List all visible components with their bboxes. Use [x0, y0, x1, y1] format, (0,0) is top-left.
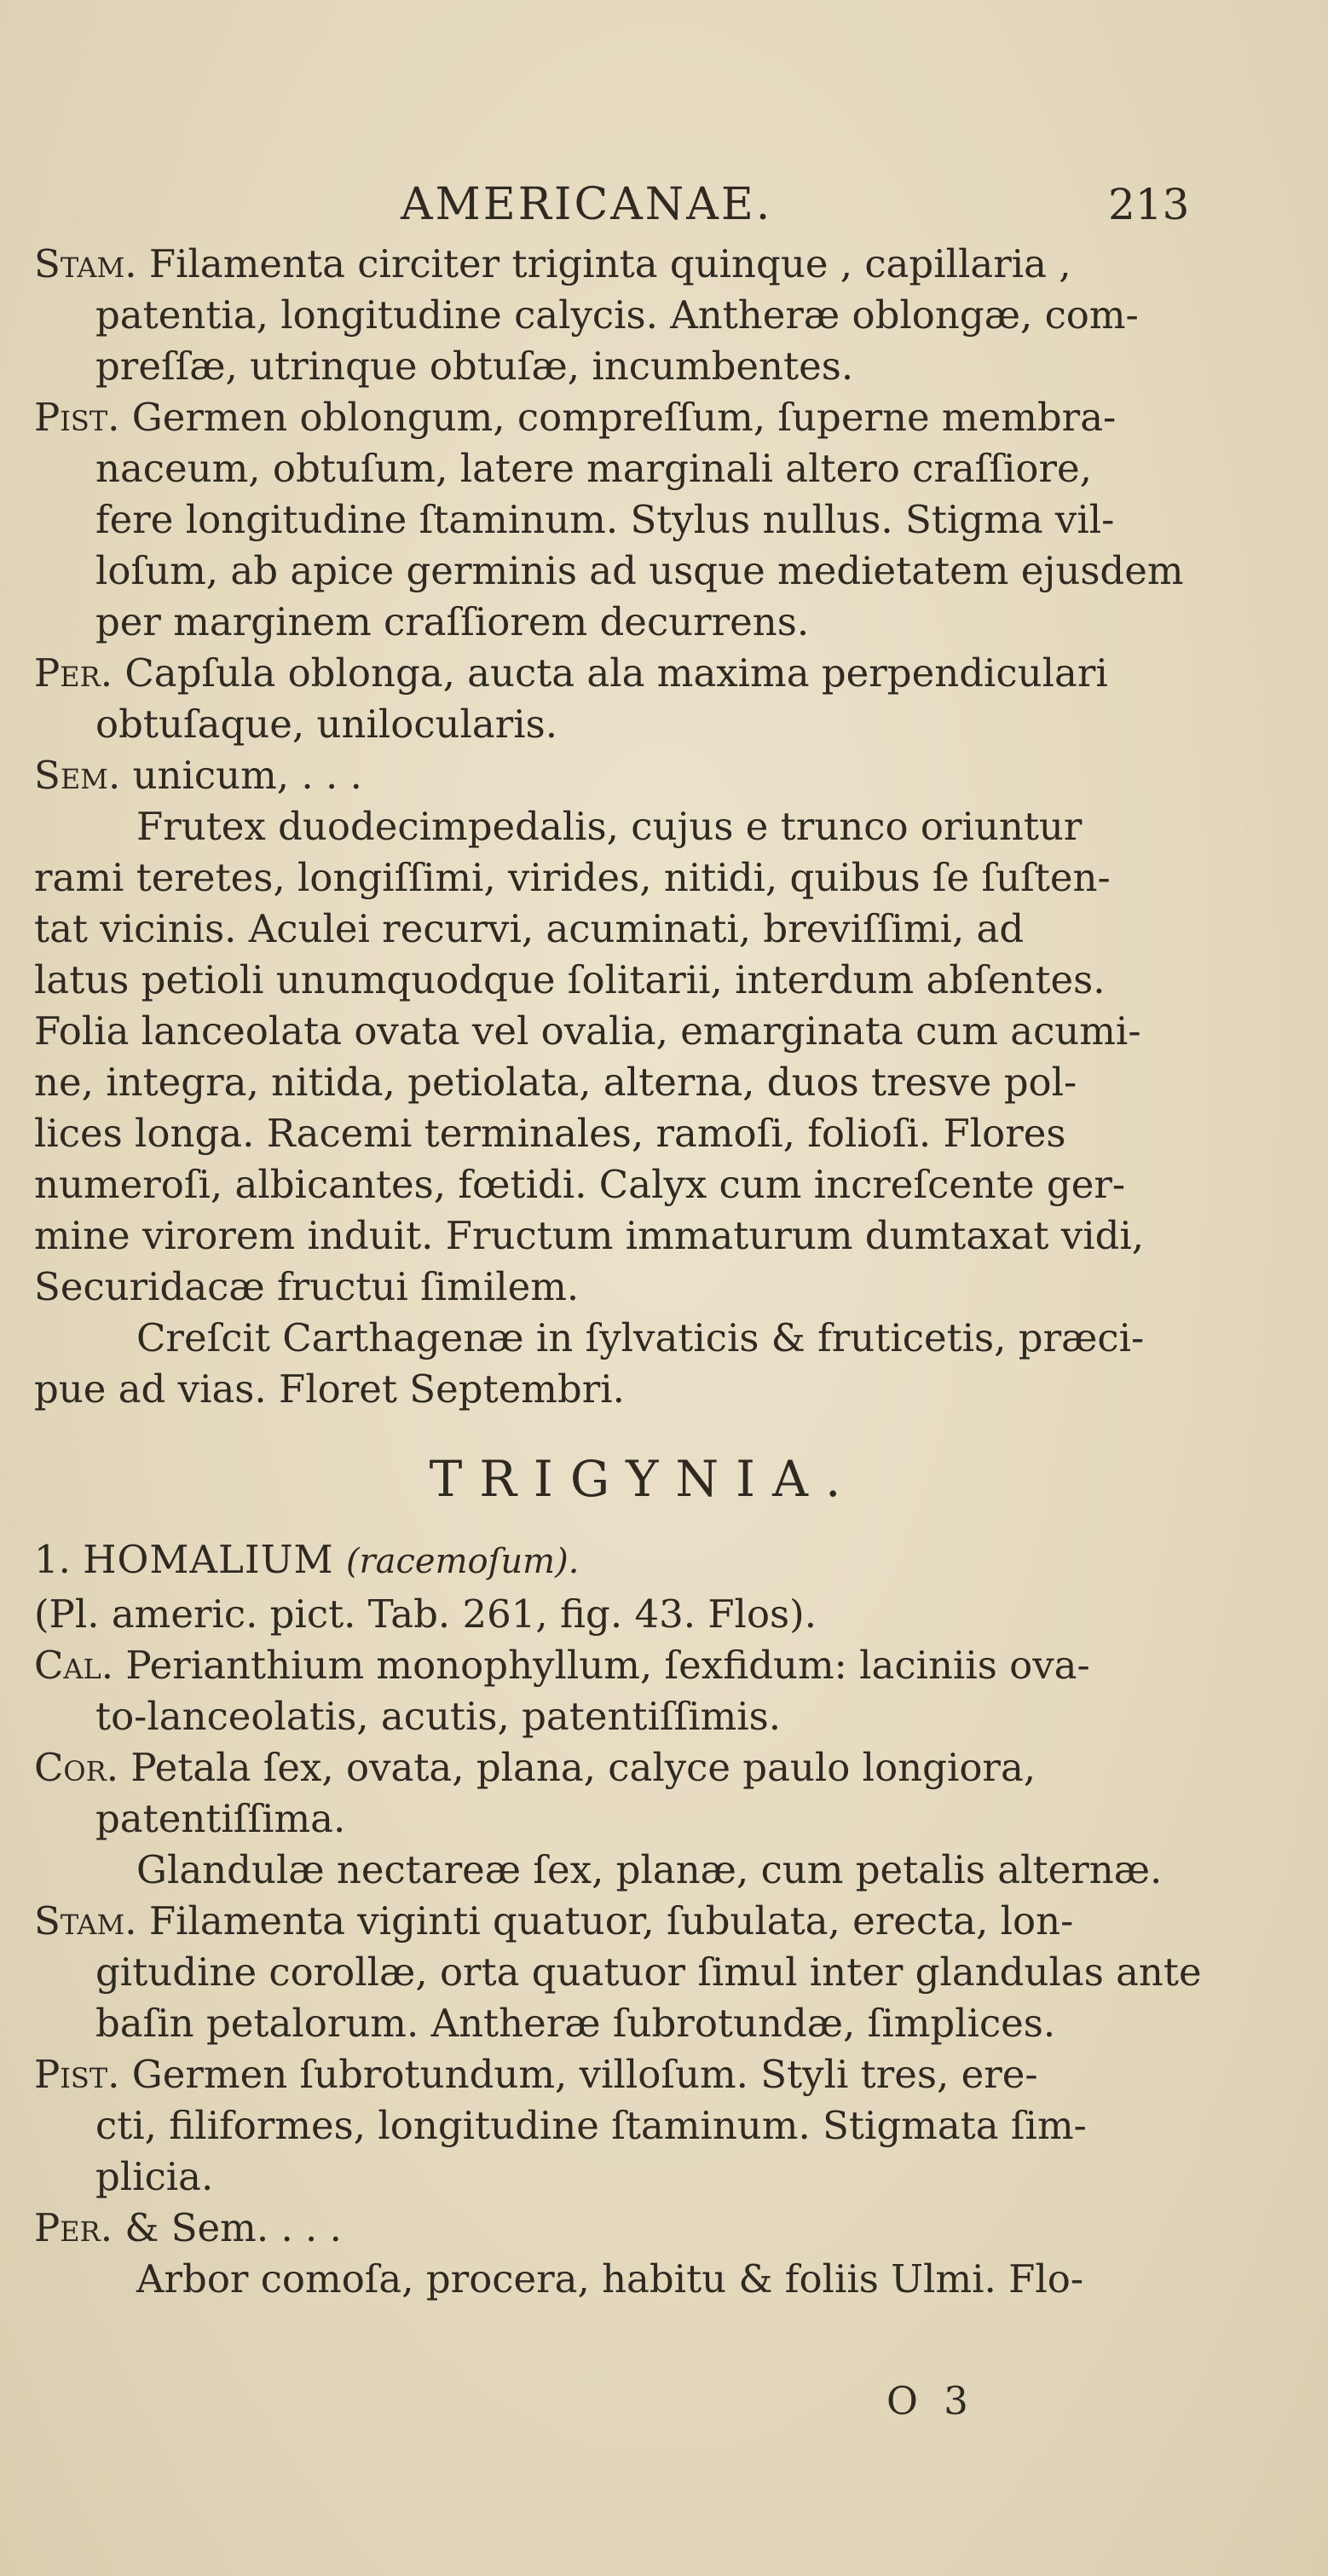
line-text: unicum, . . . — [120, 753, 362, 798]
text-line — [34, 290, 1253, 341]
line-text: patentiſſima. — [95, 1796, 346, 1841]
line-text: Perianthium monophyllum, ſexfidum: laciniis ova- — [113, 1643, 1090, 1688]
text-line — [34, 1845, 1253, 1896]
line-text: Germen ſubrotundum, villoſum. Styli tres, ere- — [119, 2052, 1038, 2097]
text-line — [34, 1057, 1253, 1108]
genus-name: HOMALIUM — [83, 1537, 334, 1582]
line-text: naceum, obtuſum, latere marginali altero craſſiore, — [95, 446, 1092, 491]
text-line — [34, 1210, 1253, 1262]
line-text: Glandulæ nectareæ ſex, planæ, cum petalis alternæ. — [136, 1847, 1163, 1892]
line-text: gitudine corollæ, orta quatuor ſimul inter glandulas ante — [95, 1949, 1202, 1995]
page-header — [0, 170, 1328, 239]
line-text: Filamenta viginti quatuor, ſubulata, erecta, lon- — [136, 1898, 1074, 1944]
line-text: obtuſaque, unilocularis. — [95, 702, 558, 747]
line-text: pue ad vias. Floret Septembri. — [34, 1366, 625, 1412]
text-line — [34, 955, 1253, 1006]
entry-label: Sem. — [34, 753, 121, 798]
text-line — [34, 1108, 1253, 1159]
entry-label: Stam. — [34, 1898, 137, 1944]
entry-label: Cal. — [34, 1643, 114, 1688]
line-text: Germen oblongum, compreſſum, ſuperne membra- — [119, 395, 1117, 440]
line-text: Creſcit Carthagenæ in ſylvaticis & fruticetis, præci- — [136, 1315, 1145, 1360]
line-text: latus petioli unumquodque ſolitarii, interdum abſentes. — [34, 957, 1106, 1002]
text-line — [34, 443, 1253, 494]
text-line — [34, 1640, 1253, 1691]
text-line — [34, 2049, 1253, 2100]
text-line — [34, 546, 1253, 597]
entry-label: Cor. — [34, 1745, 119, 1790]
genus-epithet: (racemoſum). — [345, 1542, 580, 1581]
line-text: preſſæ, utrinque obtuſæ, incumbentes. — [95, 344, 854, 389]
text-line — [34, 597, 1253, 648]
text-line — [34, 648, 1253, 699]
text-line — [34, 1998, 1253, 2049]
text-line — [34, 341, 1253, 392]
line-text: Capſula oblonga, aucta ala maxima perpendiculari — [113, 650, 1108, 696]
line-text: Filamenta circiter triginta quinque , capillaria , — [136, 241, 1071, 286]
section-heading: TRIGYNIA. — [429, 1450, 858, 1508]
line-text: Securidacæ fructui ſimilem. — [34, 1264, 580, 1309]
genus-number: 1. — [34, 1537, 71, 1582]
entry-label: Stam. — [34, 241, 137, 286]
text-line — [34, 801, 1253, 852]
genus-line — [34, 1534, 1253, 1589]
line-text: Arbor comoſa, procera, habitu & foliis Ulmi. Flo- — [136, 2256, 1084, 2302]
line-text: lices longa. Racemi terminales, ramoſi, folioſi. Flores — [34, 1111, 1066, 1156]
text-line — [34, 1589, 1253, 1640]
line-text: tat vicinis. Aculei recurvi, acuminati, breviſſimi, ad — [34, 906, 1025, 951]
line-text: mine virorem induit. Fructum immaturum dumtaxat vidi, — [34, 1213, 1145, 1258]
text-line — [34, 239, 1253, 290]
line-text: fere longitudine ſtaminum. Stylus nullus. Stigma vil- — [95, 497, 1115, 542]
text-line — [34, 1742, 1253, 1793]
line-text: baſin petalorum. Antheræ ſubrotundæ, ſimplices. — [95, 2001, 1056, 2046]
line-text: & Sem. . . . — [113, 2205, 342, 2250]
text-line — [34, 750, 1253, 801]
text-line — [34, 1313, 1253, 1364]
description-part-1 — [34, 239, 1253, 1415]
text-line — [34, 904, 1253, 955]
line-text: cti, filiformes, longitudine ſtaminum. Stigmata ſim- — [95, 2103, 1087, 2148]
text-line — [34, 1262, 1253, 1313]
line-text: Folia lanceolata ovata vel ovalia, emarginata cum acumi- — [34, 1008, 1141, 1054]
line-text: plicia. — [95, 2154, 214, 2199]
line-text: rami teretes, longiſſimi, virides, nitidi, quibus ſe ſuſten- — [34, 855, 1111, 900]
text-line — [34, 494, 1253, 546]
line-text: ne, integra, nitida, petiolata, alterna, duos tresve pol- — [34, 1060, 1077, 1105]
page-number: 213 — [1108, 180, 1190, 229]
entry-label: Pist. — [34, 395, 120, 440]
line-text: numeroſi, albicantes, fœtidi. Calyx cum increſcente ger- — [34, 1162, 1126, 1207]
entry-label: Per. — [34, 2205, 113, 2250]
text-line — [34, 2100, 1253, 2151]
text-line — [34, 699, 1253, 750]
text-line — [34, 2151, 1253, 2203]
body-text — [34, 239, 1253, 2305]
line-text: per marginem craſſiorem decurrens. — [95, 599, 810, 644]
signature-mark: O 3 — [886, 2378, 975, 2423]
text-line — [34, 2254, 1253, 2305]
running-title: AMERICANAE. — [401, 179, 773, 230]
text-line — [34, 1947, 1253, 1998]
line-text: Frutex duodecimpedalis, cujus e trunco oriuntur — [136, 804, 1083, 849]
line-text: (Pl. americ. pict. Tab. 261, fig. 43. Flos). — [34, 1591, 817, 1637]
text-line — [34, 1793, 1253, 1845]
entry-label: Per. — [34, 650, 113, 696]
entry-label: Pist. — [34, 2052, 120, 2097]
line-text: to-lanceolatis, acutis, patentiſſimis. — [95, 1694, 782, 1739]
text-line — [34, 1006, 1253, 1057]
line-text: Petala ſex, ovata, plana, calyce paulo longiora, — [118, 1745, 1036, 1790]
description-part-2 — [34, 1589, 1253, 2305]
line-text: patentia, longitudine calycis. Antheræ oblongæ, com- — [95, 292, 1139, 338]
text-line — [34, 852, 1253, 904]
text-line — [34, 1364, 1253, 1415]
line-text: loſum, ab apice germinis ad usque medietatem ejusdem — [95, 548, 1184, 593]
text-line — [34, 1691, 1253, 1742]
text-line — [34, 1896, 1253, 1947]
text-line — [34, 2203, 1253, 2254]
text-line — [34, 1159, 1253, 1210]
text-line — [34, 392, 1253, 443]
